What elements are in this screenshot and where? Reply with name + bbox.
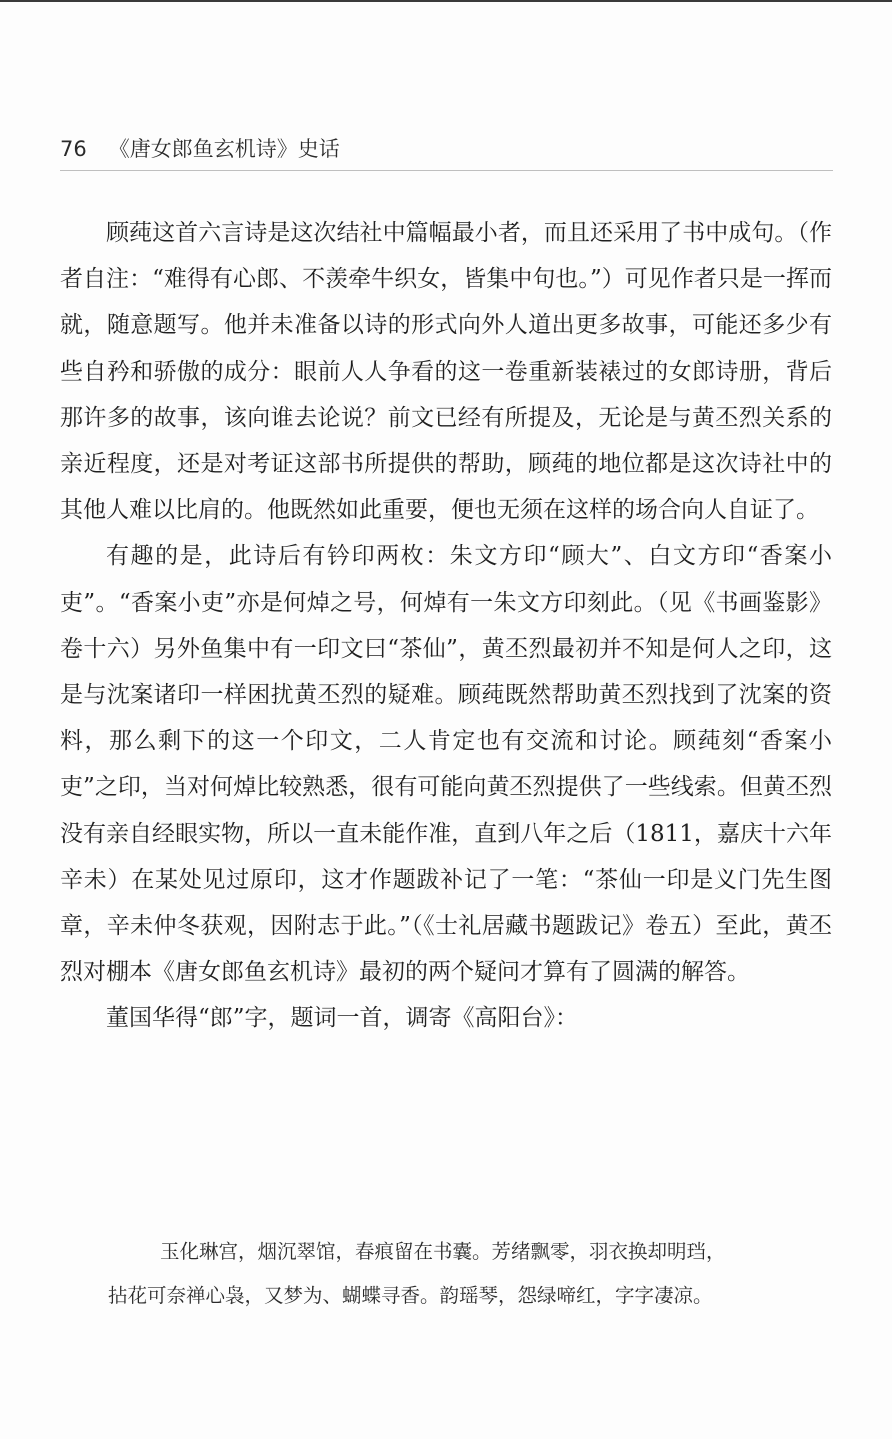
paragraph-3: 董国华得“郎”字，题词一首，调寄《高阳台》：	[106, 1005, 579, 1032]
paragraph-2: 有趣的是，此诗后有钤印两枚：朱文方印“顾大”、白文方印“香案小吏”。“香案小吏”亦是何焯之号，何焯有一朱文方印刻此。（见《书画鉴影》卷十六）另外鱼集中有一印文曰“茶仙”，黄丕烈最初并不知是何人之印，这是与沈案诸印一样困扰黄丕烈的疑难。顾莼既然帮助黄丕烈找到了沈案的资料，那么剩下的这一个印文，二人肯定也有交流和讨论。顾莼刻“香案小吏”之印，当对何焯比较熟悉，很有可能向黄丕烈提供了一些线索。但黄丕烈没有亲自经眼实物，所以一直未能作准，直到八年之后（1811，嘉庆十六年辛未）在某处见过原印，这才作题跋补记了一笔：“茶仙一印是义门先生图章，辛未仲冬获观，因附志于此。”（《士礼居藏书题跋记》卷五）至此，黄丕烈对棚本《唐女郎鱼玄机诗》最初的两个疑问才算有了圆满的解答。	[60, 543, 832, 986]
page-number: 76	[60, 137, 87, 161]
running-header	[60, 133, 340, 163]
poem-block	[108, 1230, 808, 1318]
paragraph-1: 顾莼这首六言诗是这次结社中篇幅最小者，而且还采用了书中成句。（作者自注：“难得有心郎、不羡牵牛织女，皆集中句也。”）可见作者只是一挥而就，随意题写。他并未准备以诗的形式向外人道出更多故事，可能还多少有些自矜和骄傲的成分：眼前人人争看的这一卷重新装裱过的女郎诗册，背后那许多的故事，该向谁去论说？前文已经有所提及，无论是与黄丕烈关系的亲近程度，还是对考证这部书所提供的帮助，顾莼的地位都是这次诗社中的其他人难以比肩的。他既然如此重要，便也无须在这样的场合向人自证了。	[60, 220, 832, 524]
top-edge-rule	[0, 0, 892, 2]
poem-line-1: 玉化琳宫，烟沉翠馆，春痕留在书囊。芳绪飘零，羽衣换却明珰，	[160, 1240, 726, 1263]
poem-line-2: 拈花可奈禅心袅，又梦为、蝴蝶寻香。韵瑶琴，怨绿啼红，字字凄凉。	[108, 1284, 713, 1307]
body-text	[60, 210, 832, 1042]
header-divider	[60, 170, 833, 171]
book-title: 《唐女郎鱼玄机诗》史话	[108, 137, 340, 161]
